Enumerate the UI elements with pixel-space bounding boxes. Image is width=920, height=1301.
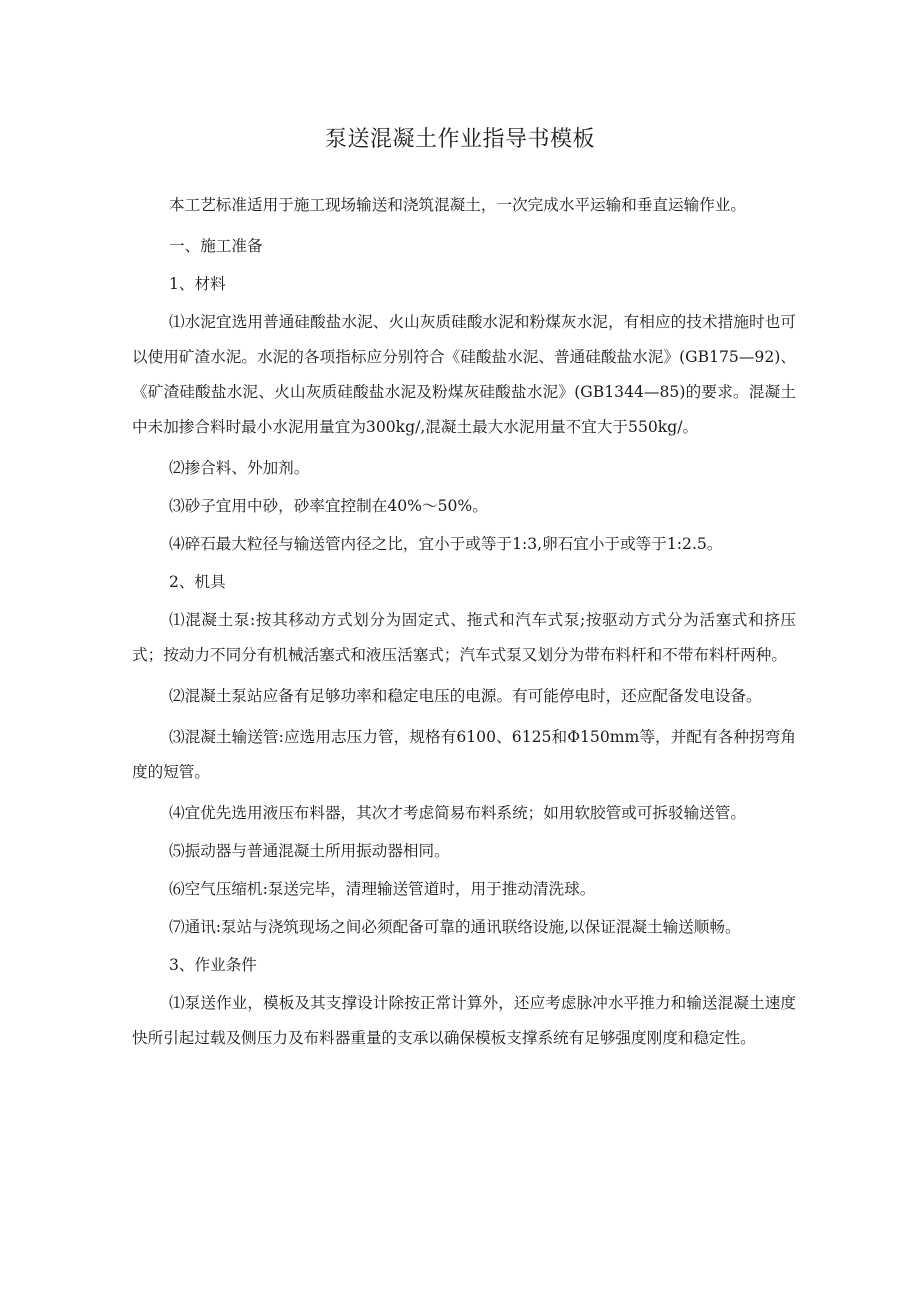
paragraph-cement: ⑴水泥宜选用普通硅酸盐水泥、火山灰质硅酸水泥和粉煤灰水泥，有相应的技术措施时也可以使用矿渣水泥。水泥的各项指标应分别符合《硅酸盐水泥、普通硅酸盐水泥》(GB175—92)、《矿渣硅酸盐水泥、火山灰质硅酸盐水泥及粉煤灰硅酸盐水泥》(GB1344—85)的要求。混凝土中未加掺合料时最小水泥用量宜为300kg/,混凝土最大水泥用量不宜大于550kg/。	[132, 313, 796, 436]
paragraph-concrete-pump: ⑴混凝土泵:按其移动方式划分为固定式、拖式和汽车式泵;按驱动方式分为活塞式和挤压式；按动力不同分有机械活塞式和液压活塞式；汽车式泵又划分为带布料杆和不带布料杆两种。	[132, 611, 796, 664]
paragraph-distributor: ⑷宜优先选用液压布料器，其次才考虑简易布料系统；如用软胶管或可拆驳输送管。	[169, 804, 746, 822]
subsection-heading-conditions: 3、作业条件	[169, 956, 257, 974]
paragraph-vibrator: ⑸振动器与普通混凝土所用振动器相同。	[169, 842, 450, 860]
paragraph-admixture: ⑵掺合料、外加剂。	[169, 459, 310, 477]
document-body	[132, 188, 796, 1062]
paragraph-sand: ⑶砂子宜用中砂，砂率宜控制在40%～50%。	[169, 497, 488, 515]
subsection-heading-equipment: 2、机具	[169, 573, 226, 591]
paragraph-gravel: ⑷碎石最大粒径与输送管内径之比，宜小于或等于1:3,卵石宜小于或等于1:2.5。	[169, 535, 723, 553]
subsection-heading-materials: 1、材料	[169, 275, 226, 293]
paragraph-delivery-pipe: ⑶混凝土输送管:应选用志压力管，规格有6100、6125和Φ150mm等，并配有各种拐弯角度的短管。	[132, 728, 796, 781]
paragraph-pump-station: ⑵混凝土泵站应备有足够功率和稳定电压的电源。有可能停电时，还应配备发电设备。	[169, 687, 762, 705]
paragraph-compressor: ⑹空气压缩机:泵送完毕，清理输送管道时，用于推动清洗球。	[169, 880, 596, 898]
paragraph-intro: 本工艺标准适用于施工现场输送和浇筑混凝土，一次完成水平运输和垂直运输作业。	[169, 196, 746, 214]
paragraph-communication: ⑺通讯:泵站与浇筑现场之间必须配备可靠的通讯联络设施,以保证混凝土输送顺畅。	[169, 918, 741, 936]
document-title: 泵送混凝土作业指导书模板	[324, 127, 595, 152]
paragraph-pumping-work: ⑴泵送作业，模板及其支撑设计除按正常计算外，还应考虑脉冲水平推力和输送混凝土速度快所引起过载及侧压力及布料器重量的支承以确保模板支撑系统有足够强度刚度和稳定性。	[132, 994, 796, 1047]
section-heading-preparation: 一、施工准备	[169, 237, 263, 255]
